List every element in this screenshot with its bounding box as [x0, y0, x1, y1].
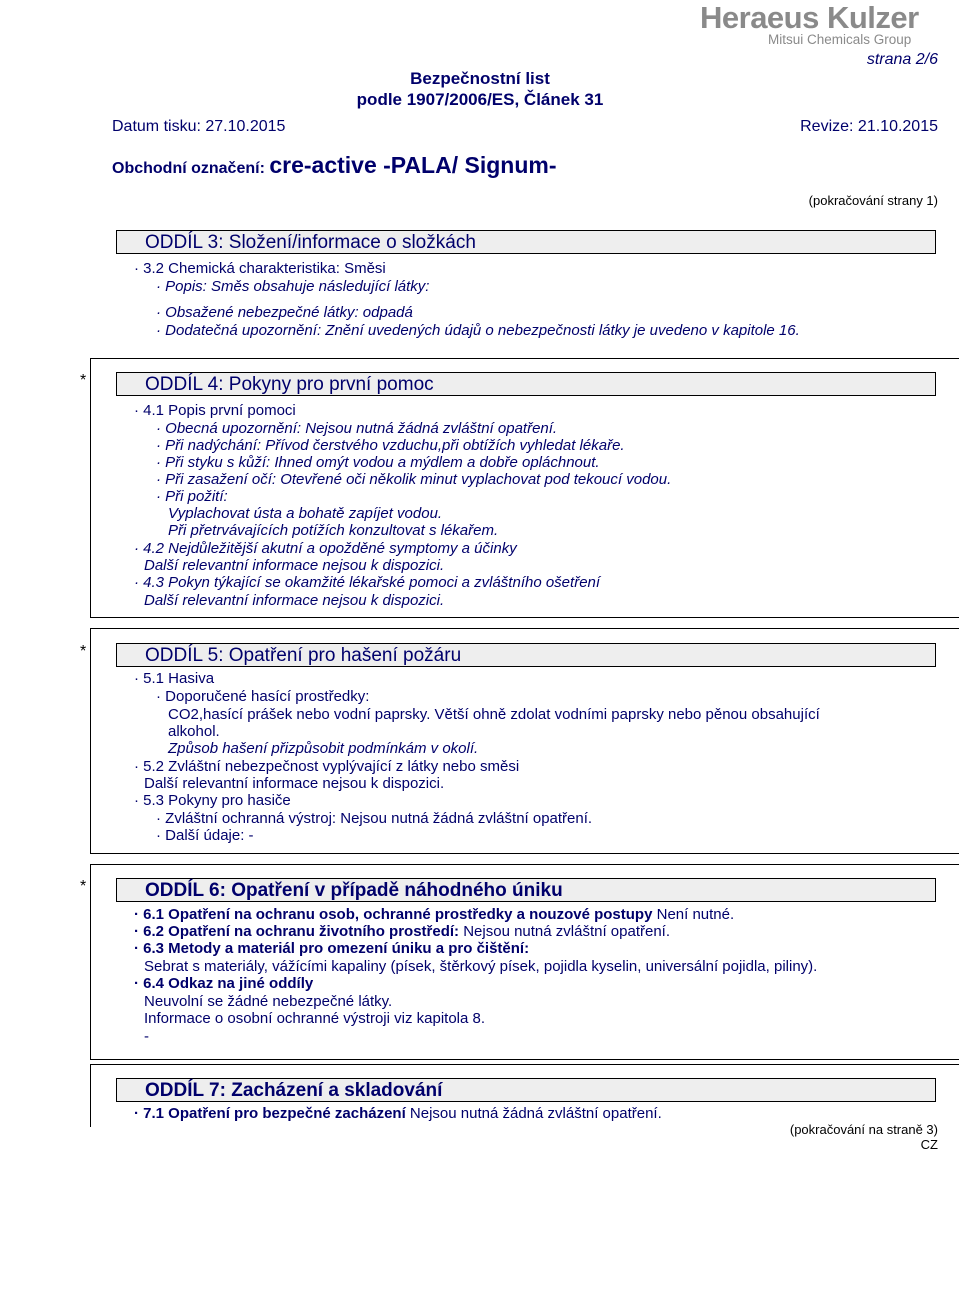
language-code: CZ: [920, 1137, 938, 1152]
s6-line-1-label: · 6.1 Opatření na ochranu osob, ochranné prostředky a nouzové postupy: [134, 906, 653, 923]
s5-line-9-value: Nejsou nutná žádná zvláštní opatření.: [336, 810, 593, 827]
section-4-heading: ODDÍL 4: Pokyny pro první pomoc: [116, 372, 936, 396]
s6-line-7: Informace o osobní ochranné výstroji viz kapitola 8.: [144, 1010, 486, 1027]
s4-line-5-value: Otevřené oči několik minut vyplachovat pod tekoucí vodou.: [276, 471, 672, 488]
s4-line-5-label: · Při zasažení očí:: [156, 471, 277, 488]
s4-line-2-label: · Obecná upozornění:: [156, 420, 302, 437]
s4-line-4-value: Ihned omýt vodou a mýdlem a dobře opláchnout.: [270, 454, 600, 471]
s5-line-9: [156, 810, 592, 827]
trade-name-label: Obchodní označení:: [112, 160, 265, 177]
s4-changed-marker: *: [80, 372, 87, 389]
s4-line-2-value: Nejsou nutná žádná zvláštní opatření.: [301, 420, 558, 437]
s4-line-4-label: · Při styku s kůží:: [156, 454, 271, 471]
s4-line-6: · Při požití:: [156, 488, 228, 505]
s3-line-4-label: · Dodatečná upozornění:: [156, 322, 322, 339]
s6-line-2: [134, 923, 670, 940]
s3-line-1: · 3.2 Chemická charakteristika: Směsi: [134, 260, 386, 277]
s4-line-11: · 4.3 Pokyn týkající se okamžité lékařské pomoci a zvláštního ošetření: [134, 574, 601, 591]
s4-line-10: Další relevantní informace nejsou k dispozici.: [144, 557, 445, 574]
continuation-note-top: (pokračování strany 1): [808, 193, 938, 208]
s6-line-5: · 6.4 Odkaz na jiné oddíly: [134, 975, 314, 992]
s6-line-1-value: Není nutné.: [652, 906, 735, 923]
s6-changed-marker: *: [80, 878, 87, 895]
s4-line-5: [156, 471, 671, 488]
s4-line-1: · 4.1 Popis první pomoci: [134, 402, 296, 419]
s5-line-9-label: · Zvláštní ochranná výstroj:: [156, 810, 337, 827]
s5-line-1: · 5.1 Hasiva: [134, 670, 215, 687]
s4-line-2: [156, 420, 557, 437]
s3-line-4-value: Znění uvedených údajů o nebezpečnosti látky je uvedeno v kapitole 16.: [321, 322, 800, 339]
section-6-heading: ODDÍL 6: Opatření v případě náhodného úniku: [116, 878, 936, 902]
s3-line-3-label: · Obsažené nebezpečné látky:: [156, 304, 359, 321]
s5-line-5: Způsob hašení přizpůsobit podmínkám v okolí.: [168, 740, 479, 757]
s3-line-3-value: odpadá: [358, 304, 413, 321]
s4-line-8: Při přetrvávajících potížích konzultovat s lékařem.: [168, 522, 499, 539]
s4-line-12: Další relevantní informace nejsou k dispozici.: [144, 592, 445, 609]
s6-line-4: Sebrat s materiály, vážícími kapaliny (písek, štěrkový písek, pojidla kyselin, universální pojidla, piliny).: [144, 958, 818, 975]
s6-line-6: Neuvolní se žádné nebezpečné látky.: [144, 993, 393, 1010]
print-date: Datum tisku: 27.10.2015: [112, 118, 286, 135]
document-title: [0, 68, 960, 110]
s5-line-2: · Doporučené hasící prostředky:: [156, 688, 370, 705]
s6-line-8: -: [144, 1028, 149, 1045]
section-3-heading: ODDÍL 3: Složení/informace o složkách: [116, 230, 936, 254]
s4-line-7: Vyplachovat ústa a bohatě zapíjet vodou.: [168, 505, 443, 522]
s6-line-1: [134, 906, 734, 923]
s5-line-4: alkohol.: [168, 723, 220, 740]
company-logo-subtitle: Mitsui Chemicals Group: [768, 32, 912, 47]
s7-line-1-value: Nejsou nutná žádná zvláštní opatření.: [405, 1105, 662, 1122]
s6-line-3: · 6.3 Metody a materiál pro omezení úniku a pro čištění:: [134, 940, 530, 957]
trade-name-value: cre-active -PALA/ Signum-: [269, 152, 557, 178]
s6-line-2-label: · 6.2 Opatření na ochranu životního prostředí:: [134, 923, 460, 940]
s4-line-3-label: · Při nadýchání:: [156, 437, 262, 454]
s7-line-1-label: · 7.1 Opatření pro bezpečné zacházení: [134, 1105, 406, 1122]
company-logo: Heraeus Kulzer: [700, 0, 919, 35]
s4-line-3-value: Přívod čerstvého vzduchu,při obtížích vyhledat lékaře.: [261, 437, 625, 454]
s7-line-1: [134, 1105, 662, 1122]
s5-line-10: · Další údaje: -: [156, 827, 254, 844]
section-7-heading: ODDÍL 7: Zacházení a skladování: [116, 1078, 936, 1102]
title-line-1: Bezpečnostní list: [410, 69, 550, 88]
s5-line-3: CO2,hasící prášek nebo vodní paprsky. Větší ohně zdolat vodními paprsky nebo pěnou obsahující: [168, 706, 820, 723]
s3-line-3: [156, 304, 413, 321]
s3-line-4: [156, 322, 800, 339]
s4-line-9: · 4.2 Nejdůležitější akutní a opožděné symptomy a účinky: [134, 540, 517, 557]
s3-line-2: · Popis: Směs obsahuje následující látky:: [156, 278, 430, 295]
s5-line-6: · 5.2 Zvláštní nebezpečnost vyplývající z látky nebo směsi: [134, 758, 520, 775]
s4-line-4: [156, 454, 600, 471]
trade-name: [112, 152, 556, 179]
section-5-heading: ODDÍL 5: Opatření pro hašení požáru: [116, 643, 936, 667]
revision-date: Revize: 21.10.2015: [800, 118, 938, 135]
title-line-2: podle 1907/2006/ES, Článek 31: [356, 90, 604, 109]
s5-changed-marker: *: [80, 643, 87, 660]
s5-line-8: · 5.3 Pokyny pro hasiče: [134, 792, 291, 809]
page-number: strana 2/6: [866, 51, 938, 68]
s5-line-7: Další relevantní informace nejsou k dispozici.: [144, 775, 445, 792]
s4-line-3: [156, 437, 625, 454]
continuation-note-bottom: (pokračování na straně 3): [789, 1122, 938, 1137]
s6-line-2-value: Nejsou nutná zvláštní opatření.: [459, 923, 671, 940]
